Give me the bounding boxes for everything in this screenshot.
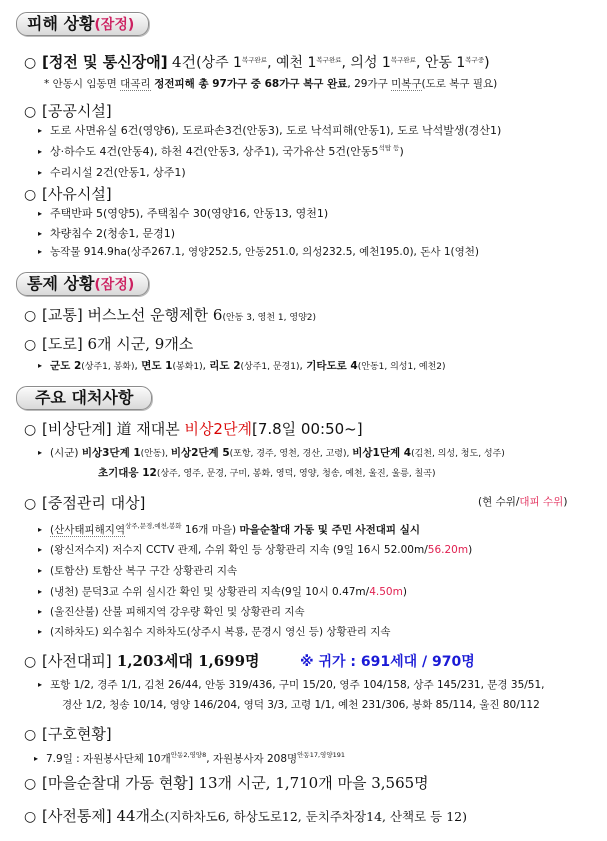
list-item-sup: 석탑 등	[378, 144, 400, 152]
list-item	[38, 225, 175, 241]
list-item-text: 수리시설 2건(안동1, 상주1)	[50, 166, 186, 179]
list-item-text: 경산 1/2, 청송 10/14, 영양 146/204, 영덕 3/3, 고령 1/1, 예천 231/306, 봉화 85/114, 울진 80/112	[62, 699, 540, 711]
bullet-triangle-icon: ▸	[38, 680, 43, 689]
bullet-triangle-icon: ▸	[38, 126, 43, 135]
note-text: * 안동시 임동면	[44, 78, 121, 90]
list-item-text: 16개 마을)	[181, 524, 240, 536]
bullet-circle-icon: ○	[24, 187, 37, 203]
legend-text: (현 수위/	[478, 496, 520, 508]
elec-sup: 복구중	[465, 56, 485, 64]
list-item-text: 상·하수도 4건(안동4), 하천 4건(안동3, 상주1), 국가유산 5건(안동5	[50, 145, 379, 158]
list-item	[38, 143, 404, 159]
note-text: (도로 복구 필요)	[421, 78, 498, 90]
list-item-text: )	[402, 586, 407, 598]
bullet-triangle-icon: ▸	[38, 587, 43, 596]
list-item-text: 56.20m	[427, 544, 469, 556]
elec-label: [정전 및 통신장애]	[42, 53, 168, 71]
patrol-row	[24, 772, 429, 793]
bullet-circle-icon: ○	[24, 776, 37, 792]
road-item-name: 군도 2	[50, 360, 82, 372]
road-text: 6개 시군, 9개소	[82, 335, 194, 353]
elec-sup: 복구완료	[316, 56, 342, 64]
bullet-circle-icon: ○	[24, 55, 37, 71]
sigun-text: 비상2단계 5	[170, 447, 230, 459]
sigun-text: 초기대응 12	[98, 467, 157, 479]
sigun-text: (안동),	[140, 449, 171, 459]
focus-legend	[478, 494, 567, 509]
focus-label: [중점관리 대상]	[42, 494, 146, 512]
elec-part: , 예천 1	[267, 55, 317, 71]
road-item-name: 리도 2	[209, 360, 241, 372]
road-item-detail: (봉화1)	[172, 362, 203, 372]
sigun-text: (포항, 경주, 영천, 경산, 고령),	[229, 449, 353, 459]
emergency-label: [비상단계]	[42, 420, 112, 438]
rescue-label: [구호현황]	[42, 725, 112, 743]
list-item-sup: 안동17,영양191	[297, 751, 346, 759]
list-item-sup: 안동2,영양8	[170, 751, 207, 759]
emergency-hq: 道 재대본	[111, 420, 185, 438]
bullet-circle-icon: ○	[24, 104, 37, 120]
bullet-triangle-icon: ▸	[38, 229, 43, 238]
emergency-level: 비상2단계	[184, 420, 252, 438]
road-item-detail: (상주1, 문경1)	[240, 362, 300, 372]
list-item	[38, 542, 472, 557]
list-item-text: 농작물 914.9ha(상주267.1, 영양252.5, 안동251.0, 의성232.5, 예천195.0), 돈사 1(영천)	[50, 246, 479, 258]
pre-control-detail: (지하차도6, 하상도로12, 둔치주차장14, 산책로 등 12)	[164, 809, 468, 824]
list-item-text: )	[399, 145, 404, 158]
list-item	[38, 677, 545, 692]
bullet-circle-icon: ○	[24, 422, 37, 438]
sigun-text: (김천, 의성, 청도, 성주)	[411, 449, 505, 459]
road-item-name: 면도 1	[141, 360, 173, 372]
list-item-text: , 자원봉사자 208명	[206, 753, 298, 765]
evac-row	[24, 650, 260, 671]
bullet-triangle-icon: ▸	[38, 607, 43, 616]
elec-note	[44, 76, 497, 91]
bullet-triangle-icon: ▸	[38, 147, 43, 156]
bullet-triangle-icon: ▸	[38, 448, 43, 457]
elec-part: )	[484, 55, 490, 71]
bullet-circle-icon: ○	[24, 809, 37, 825]
list-item-text: (냉천) 문덕3교 수위 실시간 확인 및 상황관리 지속(9일 10시 0.47m/	[50, 586, 370, 598]
bullet-triangle-icon: ▸	[38, 566, 43, 575]
note-text: 미복구	[391, 78, 422, 90]
list-item-text: (왕신저수지) 저수지 CCTV 관제, 수위 확인 등 상황관리 지속 (9일 16시 52.00m/	[50, 544, 428, 556]
bullet-circle-icon: ○	[24, 496, 37, 512]
public-label: [공공시설]	[42, 102, 112, 120]
note-text: 정전피해 총 97가구 중 68가구 복구 완료	[150, 78, 348, 90]
emergency-time: [7.8일 00:50~]	[251, 420, 363, 438]
road-detail-row: ▸ 군도 2(상주1, 봉화), 면도 1(봉화1), 리도 2(상주1, 문경1), 기타도로 4(안동1, 의성1, 예천2)	[38, 360, 446, 372]
legend-text: )	[563, 496, 568, 508]
note-text: , 29가구	[347, 78, 392, 90]
list-item-text: )	[468, 544, 473, 556]
bullet-circle-icon: ○	[24, 654, 37, 670]
focus-row	[24, 492, 145, 513]
public-facility-row	[24, 100, 112, 121]
damage-elec-row	[24, 51, 490, 72]
section-title: 통제 상황	[27, 274, 95, 293]
list-item-text: 마을순찰대 가동 및 주민 사전대피 실시	[239, 524, 421, 536]
list-item-text: 주택반파 5(영양5), 주택침수 30(영양16, 안동13, 영천1)	[50, 207, 329, 220]
evac-value: 1,203세대 1,699명	[111, 652, 260, 670]
bullet-triangle-icon: ▸	[34, 754, 39, 763]
bullet-triangle-icon: ▸	[38, 525, 43, 534]
list-item-sup: 상주,문경,예천,봉화	[125, 522, 182, 530]
list-item	[38, 164, 186, 180]
list-item	[38, 604, 305, 619]
patrol-label: [마을순찰대 가동 현황]	[42, 774, 194, 792]
patrol-value: 13개 시군, 1,710개 마을 3,565명	[193, 774, 429, 792]
list-item	[38, 122, 501, 138]
road-item-name: 기타도로 4	[306, 360, 358, 372]
list-item	[38, 244, 479, 259]
section-title-tag: (잠정)	[94, 277, 135, 293]
list-item	[38, 584, 407, 599]
bullet-triangle-icon: ▸	[38, 361, 43, 370]
bullet-triangle-icon: ▸	[38, 168, 43, 177]
sigun-row-2	[98, 465, 435, 480]
traffic-text: 버스노선 운행제한 6	[82, 306, 223, 324]
sigun-text: 비상1단계 4	[352, 447, 412, 459]
legend-text: 대피 수위	[519, 496, 564, 508]
list-item-text: 차량침수 2(청송1, 문경1)	[50, 227, 176, 240]
bullet-circle-icon: ○	[24, 727, 37, 743]
elec-count: 4건	[172, 53, 197, 71]
section-title: 주요 대처사항	[35, 388, 134, 407]
list-item	[38, 563, 237, 578]
pre-control-row	[24, 805, 467, 826]
list-item	[34, 750, 345, 766]
list-item-text: 포항 1/2, 경주 1/1, 김천 26/44, 안동 319/436, 구미 15/20, 영주 104/158, 상주 145/231, 문경 35/51,	[50, 679, 545, 691]
list-item-text: (산사태피해지역	[50, 524, 126, 536]
sigun-row	[38, 445, 505, 460]
road-label: [도로]	[42, 335, 83, 353]
sigun-text: (상주, 영주, 문경, 구미, 봉화, 영덕, 영양, 청송, 예천, 울진, 울릉, 칠곡)	[156, 469, 436, 479]
bullet-triangle-icon: ▸	[38, 627, 43, 636]
traffic-label: [교통]	[42, 306, 83, 324]
traffic-detail: (안동 3, 영천 1, 영양2)	[222, 313, 316, 323]
pre-control-value: 44개소	[111, 807, 165, 825]
list-item	[38, 521, 420, 537]
emergency-row	[24, 418, 363, 439]
list-item-text: 4.50m	[369, 586, 403, 598]
section-header-control	[16, 272, 149, 296]
elec-part: (상주 1	[196, 55, 242, 71]
list-item	[38, 624, 391, 639]
section-title: 피해 상황	[27, 14, 95, 33]
bullet-triangle-icon: ▸	[38, 209, 43, 218]
road-item-detail: (상주1, 봉화)	[81, 362, 135, 372]
sigun-text: (시군)	[50, 447, 82, 459]
bullet-triangle-icon: ▸	[38, 247, 43, 256]
list-item-text: (지하차도) 외수침수 지하차도(상주시 복룡, 문경시 영신 등) 상황관리 지속	[50, 626, 391, 638]
list-item	[38, 205, 328, 221]
section-header-response	[16, 386, 152, 410]
list-item-text: 도로 사면유실 6건(영양6), 도로파손3건(안동3), 도로 낙석피해(안동1), 도로 낙석발생(경산1)	[50, 124, 502, 137]
list-item-text: 7.9일 : 자원봉사단체 10개	[46, 753, 171, 765]
list-item-text: (토함산) 토함산 복구 구간 상황관리 지속	[50, 565, 238, 577]
elec-sup: 복구완료	[241, 56, 268, 64]
note-text: 대곡리	[120, 78, 151, 90]
private-facility-row	[24, 183, 112, 204]
elec-part: , 의성 1	[341, 55, 391, 71]
road-item-detail: (안동1, 의성1, 예천2)	[357, 362, 446, 372]
private-label: [사유시설]	[42, 185, 112, 203]
traffic-row	[24, 304, 316, 325]
elec-part: , 안동 1	[415, 55, 466, 71]
evac-return: ※ 귀가 : 691세대 / 970명	[300, 654, 475, 670]
section-title-tag: (잠정)	[94, 17, 135, 33]
road-row	[24, 333, 193, 354]
evac-label: [사전대피]	[42, 652, 112, 670]
list-item	[62, 697, 540, 712]
bullet-circle-icon: ○	[24, 308, 37, 324]
list-item-text: (울진산불) 산불 피해지역 강우량 확인 및 상황관리 지속	[50, 606, 305, 618]
sigun-text: 비상3단계 1	[81, 447, 141, 459]
elec-sup: 복구완료	[390, 56, 416, 64]
pre-control-label: [사전통제]	[42, 807, 112, 825]
bullet-triangle-icon: ▸	[38, 545, 43, 554]
bullet-circle-icon: ○	[24, 337, 37, 353]
section-header-damage	[16, 12, 149, 36]
rescue-row	[24, 723, 112, 744]
